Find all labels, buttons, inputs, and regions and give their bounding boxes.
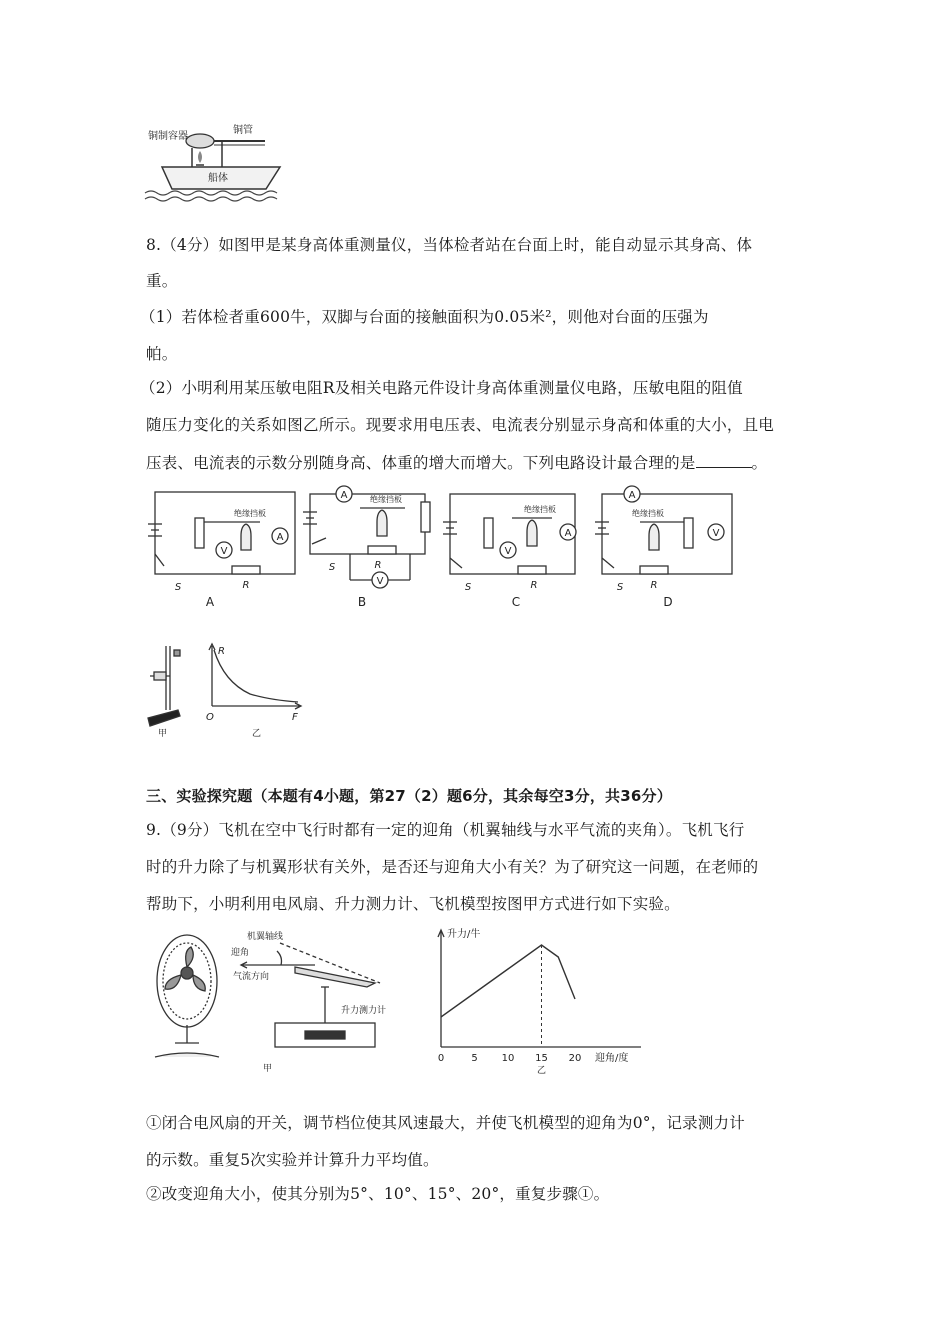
circuit-options (140, 482, 760, 612)
q8-part2-line3-text: 压表、电流表的示数分别随身高、体重的增大而增大。下列电路设计最合理的是 (146, 454, 696, 472)
circuit-d-switch: S (616, 582, 624, 593)
circuit-b-switch: S (328, 562, 336, 573)
q8-part1-line2: 帕。 (146, 345, 178, 363)
q9-step1-line1: ①闭合电风扇的开关，调节档位使其风速最大，并使飞机模型的迎角为0°，记录测力计 (146, 1114, 745, 1132)
chart-x-tick-label: 5 (471, 1053, 478, 1064)
label-wing-axis: 机翼轴线 (247, 932, 284, 942)
q8-part2-line3-end: 。 (751, 454, 768, 472)
q8-part1-line1: （1）若体检者重600牛，双脚与台面的接触面积为0.05米²，则他对台面的压强为 (140, 308, 709, 326)
circuit-b-plate: 绝缘挡板 (370, 495, 402, 504)
circuit-d-ammeter: A (628, 490, 636, 501)
circuit-a-voltmeter: V (220, 546, 228, 557)
circuit-d-resistor: R (650, 580, 658, 591)
label-hull: 船体 (208, 173, 228, 184)
circuit-b-resistor: R (374, 560, 382, 571)
fig-yi-label: 乙 (252, 729, 262, 739)
rf-axis-o: O (206, 712, 214, 723)
q8-part2-line3 (146, 451, 767, 473)
chart-series-line (441, 945, 575, 1017)
q9-line3: 帮助下，小明利用电风扇、升力测力计、飞机模型按图甲方式进行如下实验。 (146, 895, 680, 913)
q8-part2-line2: 随压力变化的关系如图乙所示。现要求用电压表、电流表分别显示身高和体重的大小，且电 (146, 416, 775, 434)
figure-device-and-rf-curve (140, 640, 320, 740)
circuit-c-label: C (511, 595, 521, 609)
circuit-b-label: B (357, 595, 367, 609)
chart-ylabel: 升力/牛 (447, 929, 481, 940)
lift-chart (425, 925, 655, 1075)
circuit-d-label: D (663, 595, 673, 609)
rf-axis-r: R (218, 646, 225, 657)
label-fig-jia: 甲 (263, 1064, 273, 1074)
q8-stem-line1: 8.（4分）如图甲是某身高体重测量仪，当体检者站在台面上时，能自动显示其身高、体 (146, 236, 753, 254)
circuit-a-switch: S (174, 582, 182, 593)
circuit-c-switch: S (464, 582, 472, 593)
q9-line2: 时的升力除了与机翼形状有关外，是否还与迎角大小有关？为了研究这一问题，在老师的 (146, 858, 759, 876)
circuit-a-ammeter: A (276, 532, 284, 543)
figure-ship (140, 115, 290, 205)
circuit-a-plate: 绝缘挡板 (234, 509, 266, 518)
circuit-c-plate: 绝缘挡板 (524, 505, 556, 514)
circuit-c-resistor: R (530, 580, 538, 591)
q8-stem-line2: 重。 (146, 272, 178, 290)
q9-step2-line1: ②改变迎角大小，使其分别为5°、10°、15°、20°，重复步骤①。 (146, 1185, 610, 1203)
q9-step1-line2: 的示数。重复5次实验并计算升力平均值。 (146, 1151, 439, 1169)
label-lift-meter: 升力测力计 (341, 1006, 387, 1016)
label-copper-pipe: 铜管 (233, 125, 253, 136)
chart-x-tick-label: 20 (568, 1053, 582, 1064)
circuit-b-ammeter: A (340, 490, 348, 501)
circuit-b-voltmeter: V (376, 576, 384, 587)
circuit-d-plate: 绝缘挡板 (632, 509, 664, 518)
chart-x-tick-label: 15 (535, 1053, 548, 1064)
q8-part2-line1: （2）小明利用某压敏电阻R及相关电路元件设计身高体重测量仪电路，压敏电阻的阻值 (140, 379, 743, 397)
chart-x-tick-label: 0 (437, 1053, 445, 1064)
chart-x-tick-label: 10 (501, 1053, 515, 1064)
chart-xlabel: 迎角/度 (595, 1053, 629, 1064)
answer-blank[interactable] (696, 453, 752, 468)
circuit-a-label: A (205, 595, 215, 609)
circuit-a-resistor: R (242, 580, 250, 591)
label-copper-container: 铜制容器 (148, 131, 188, 142)
section3-heading: 三、实验探究题（本题有4小题，第27（2）题6分，其余每空3分，共36分） (146, 787, 672, 805)
circuit-d-voltmeter: V (712, 528, 720, 539)
circuit-c-voltmeter: V (504, 546, 512, 557)
label-airflow-direction: 气流方向 (233, 972, 270, 982)
label-attack-angle: 迎角 (231, 948, 250, 958)
figure-fan-apparatus (145, 925, 410, 1075)
fig-jia-label: 甲 (158, 729, 168, 739)
q9-line1: 9.（9分）飞机在空中飞行时都有一定的迎角（机翼轴线与水平气流的夹角）。飞机飞行 (146, 821, 745, 839)
chart-fig-label: 乙 (537, 1066, 547, 1075)
circuit-c-ammeter: A (564, 528, 572, 539)
rf-axis-f: F (292, 712, 298, 723)
